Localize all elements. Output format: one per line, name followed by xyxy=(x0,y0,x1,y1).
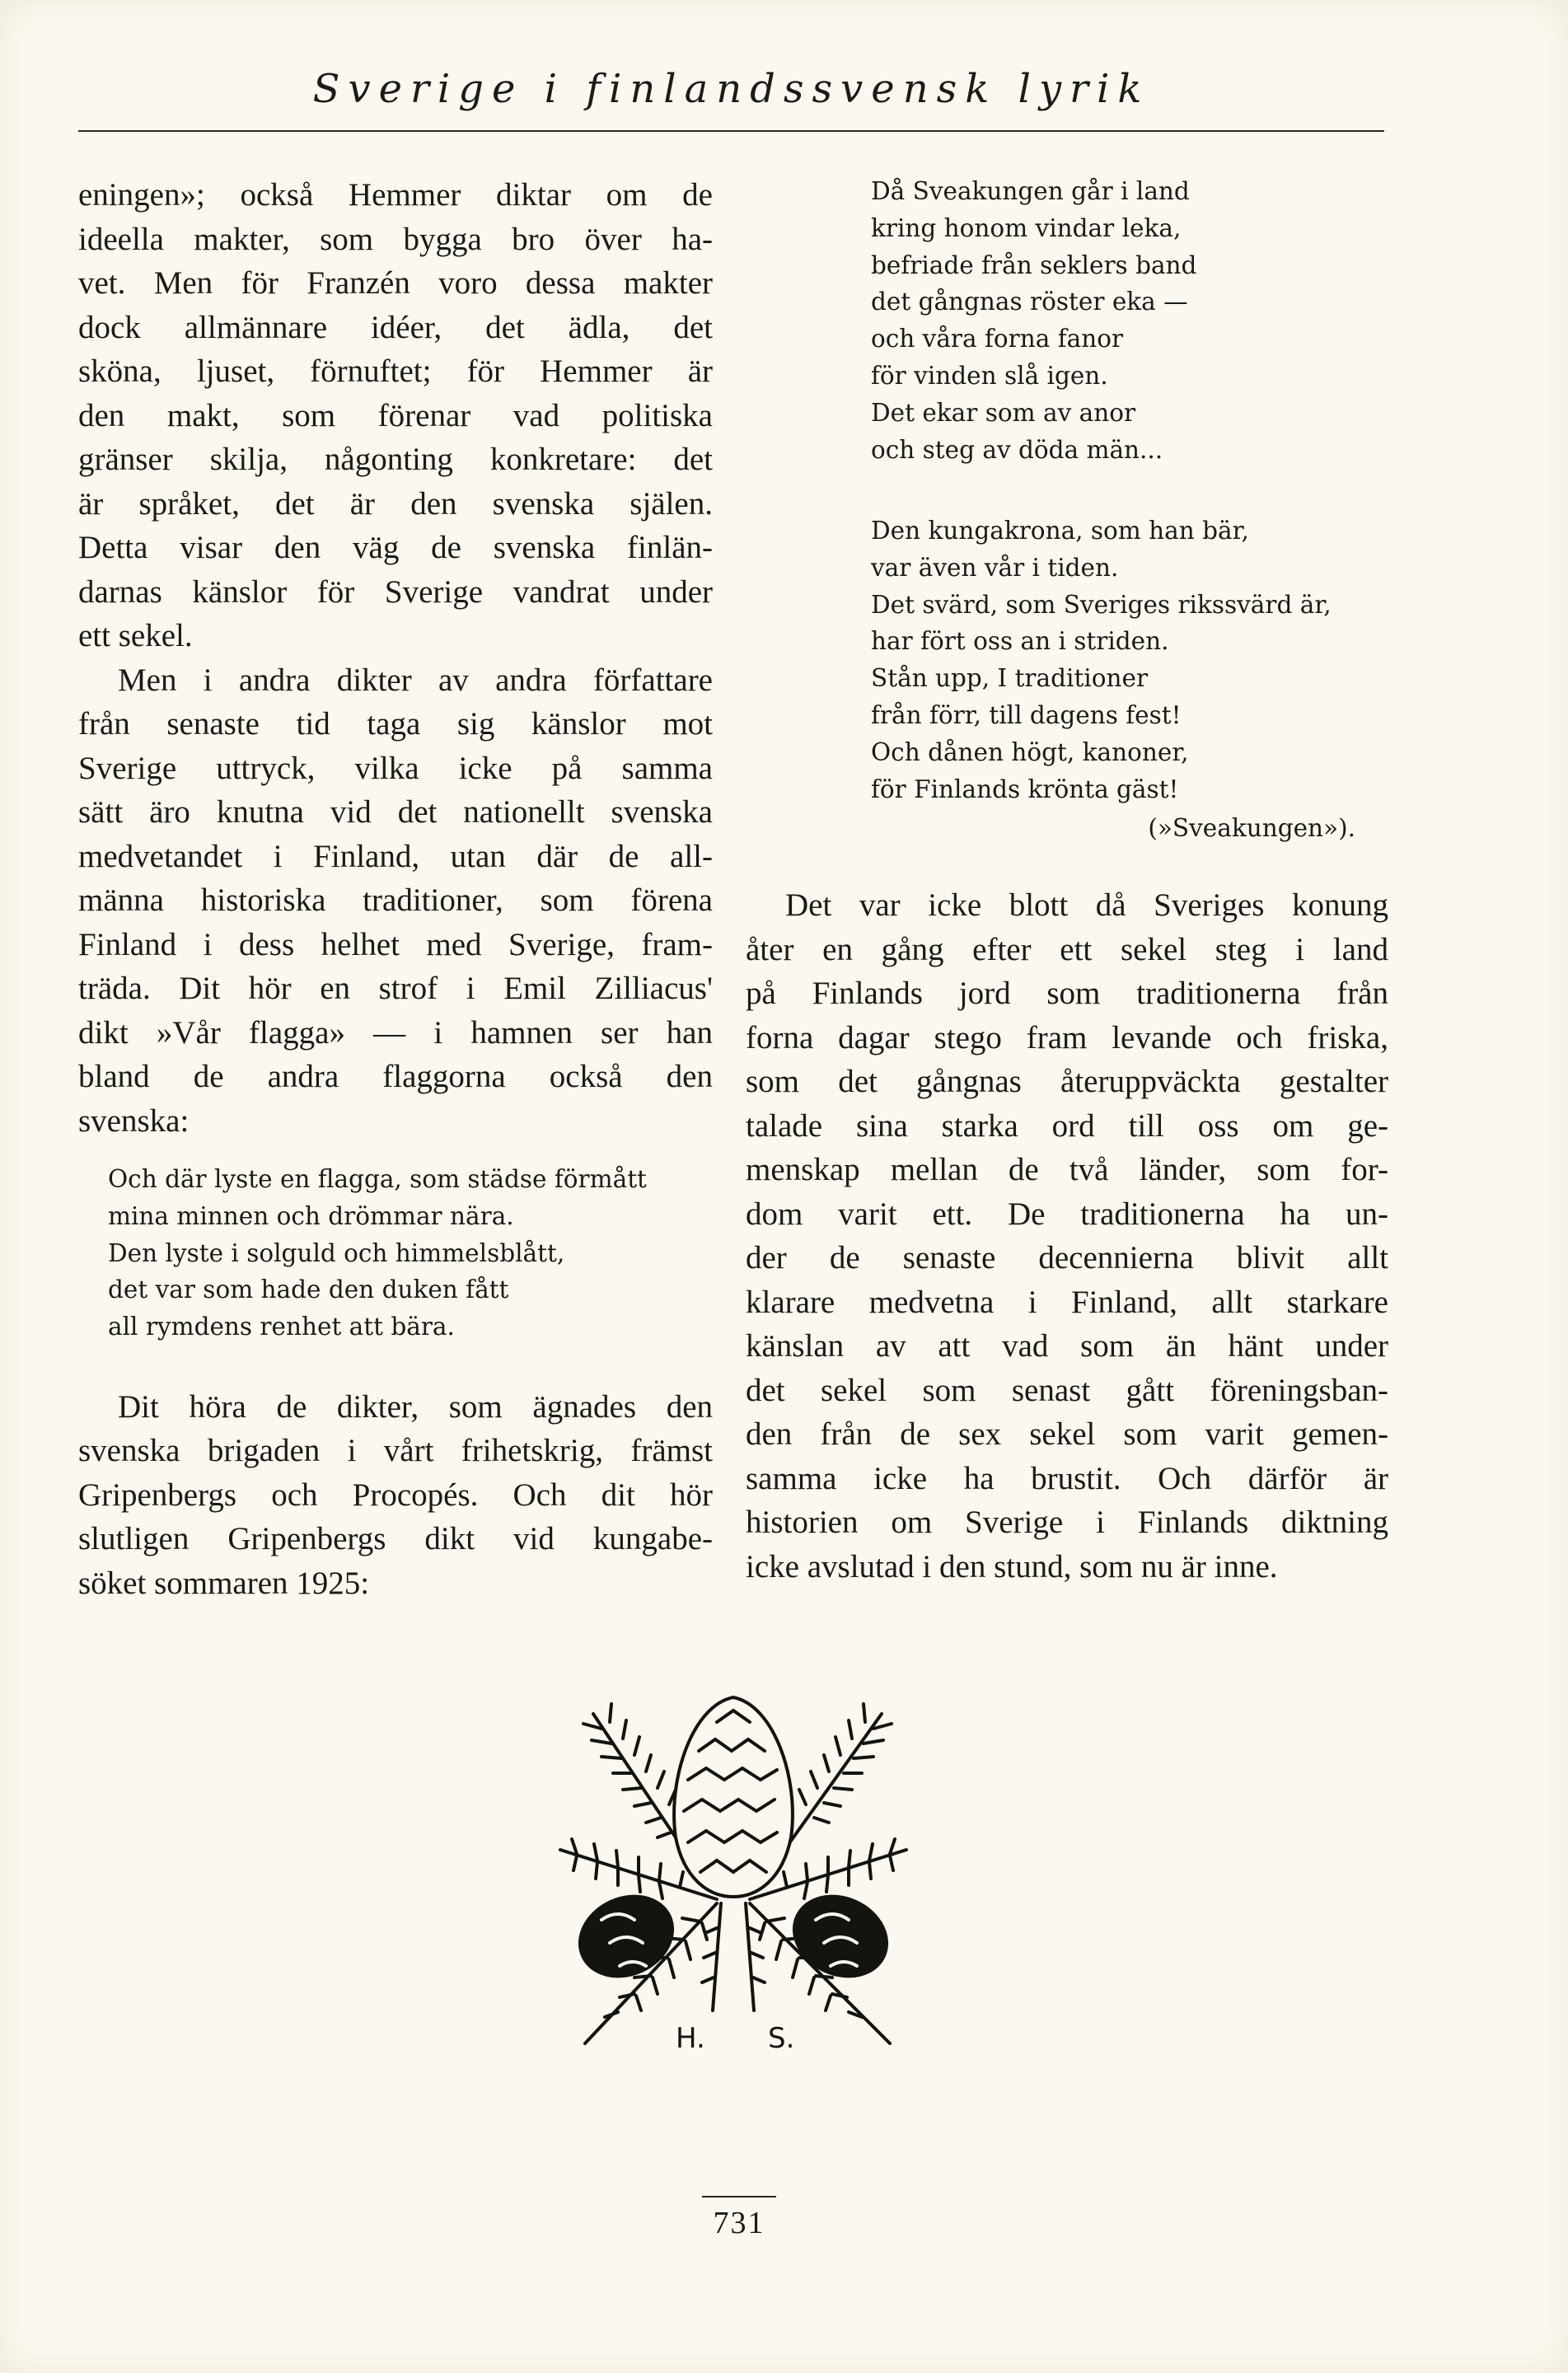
verse-line: kring honom vindar leka, xyxy=(871,213,1182,242)
monogram-left: H. xyxy=(676,2022,705,2055)
text-line: historien om Sverige i Finlands diktning xyxy=(746,1505,1388,1540)
zilliacus-verse xyxy=(78,1161,713,1346)
text-line: dom varit ett. De traditionerna ha un- xyxy=(746,1196,1388,1232)
verse-line: Och dånen högt, kanoner, xyxy=(871,737,1189,766)
text-line: klarare medvetna i Finland, allt starkare xyxy=(746,1284,1388,1320)
verse-line: för vinden slå igen. xyxy=(871,361,1108,390)
footer-rule xyxy=(702,2196,776,2197)
verse-line: har fört oss an i striden. xyxy=(871,627,1169,656)
text-line: slutligen Gripenbergs dikt vid kungabe- xyxy=(78,1521,713,1557)
text-line: Dit höra de dikter, som ägnades den xyxy=(118,1388,713,1425)
verse-line: Då Sveakungen går i land xyxy=(871,177,1190,205)
text-line: svenska brigaden i vårt frihetskrig, främst xyxy=(78,1433,713,1469)
verse-line: befriade från seklers band xyxy=(871,250,1197,279)
header-rule xyxy=(78,130,1384,132)
text-line: åter en gång efter ett sekel steg i land xyxy=(746,931,1388,967)
verse-line: Den kungakrona, som han bär, xyxy=(871,517,1249,545)
verse-line: och våra forna fanor xyxy=(871,325,1124,353)
verse-line: all rymdens renhet att bära. xyxy=(108,1313,455,1341)
text-line: den från de sex sekel som varit gemen- xyxy=(746,1416,1388,1452)
text-line: Men i andra dikter av andra författare xyxy=(118,662,713,698)
verse-line: Den lyste i solguld och himmelsblått, xyxy=(108,1238,565,1267)
left-column xyxy=(78,173,713,1605)
left-paragraph-1 xyxy=(78,173,713,658)
text-line: bland de andra flaggorna också den xyxy=(78,1059,713,1094)
text-line: medvetandet i Finland, utan där de all- xyxy=(78,838,713,874)
text-line: Det var icke blott då Sveriges konung xyxy=(785,887,1388,923)
left-paragraph-2 xyxy=(78,658,713,1144)
text-line: Detta visar den väg de svenska finlän- xyxy=(78,530,713,565)
verse-line: Det svärd, som Sveriges rikssvärd är, xyxy=(871,590,1332,619)
text-line: är språket, det är den svenska själen. xyxy=(78,485,713,522)
monogram-right: S. xyxy=(768,2022,795,2055)
left-paragraph-3 xyxy=(78,1385,713,1606)
text-line: menskap mellan de två länder, som for- xyxy=(746,1152,1388,1187)
verse-source: (»Sveakungen»). xyxy=(1148,814,1355,842)
text-line: från senaste tid taga sig känslor mot xyxy=(78,706,713,742)
text-line: söket sommaren 1925: xyxy=(78,1565,370,1601)
text-line: träda. Dit hör en strof i Emil Zilliacus' xyxy=(78,971,713,1006)
verse-line: det var som hade den duken fått xyxy=(108,1275,509,1304)
verse-line: var även vår i tiden. xyxy=(871,553,1119,582)
text-line: som det gångnas återuppväckta gestalter xyxy=(746,1064,1388,1099)
text-line: samma icke ha brustit. Och därför är xyxy=(746,1460,1388,1496)
text-line: eningen»; också Hemmer diktar om de xyxy=(78,177,713,213)
text-line: vet. Men för Franzén voro dessa makter xyxy=(78,265,713,301)
verse-line: för Finlands krönta gäst! xyxy=(871,775,1179,803)
text-line: darnas känslor för Sverige vandrat under xyxy=(78,573,713,610)
verse-line: Och där lyste en flagga, som städse förmått xyxy=(108,1165,647,1193)
text-line: ett sekel. xyxy=(78,618,193,653)
text-line: der de senaste decennierna blivit allt xyxy=(746,1240,1388,1275)
text-line: forna dagar stego fram levande och friska, xyxy=(746,1019,1388,1055)
text-line: dock allmännare idéer, det ädla, det xyxy=(78,309,713,345)
sveakungen-stanza-2 xyxy=(746,513,1514,807)
text-line: icke avslutad i den stund, som nu är inne. xyxy=(746,1548,1278,1584)
page-number: 731 xyxy=(713,2206,765,2240)
text-line: på Finlands jord som traditionerna från xyxy=(746,976,1388,1011)
verse-line: från förr, till dagens fest! xyxy=(871,700,1182,729)
verse-line: mina minnen och drömmar nära. xyxy=(108,1201,514,1230)
text-line: känslan av att vad som än hänt under xyxy=(746,1328,1388,1364)
right-paragraph xyxy=(746,883,1388,1589)
verse-line: och steg av döda män... xyxy=(871,435,1163,464)
text-line: talade sina starka ord till oss om ge- xyxy=(746,1107,1388,1144)
verse-line: Det ekar som av anor xyxy=(871,398,1136,427)
text-line: männa historiska traditioner, som förena xyxy=(78,882,713,918)
text-line: gränser skilja, någonting konkretare: det xyxy=(78,442,713,477)
sveakungen-stanza-1 xyxy=(746,173,1514,468)
text-line: den makt, som förenar vad politiska xyxy=(78,397,713,433)
text-line: dikt »Vår flagga» — i hamnen ser han xyxy=(78,1014,713,1051)
text-line: Gripenbergs och Procopés. Och dit hör xyxy=(78,1477,713,1513)
running-title: Sverige i finlandssvensk lyrik xyxy=(312,66,1150,112)
text-line: sätt äro knutna vid det nationellt svenska xyxy=(78,794,713,830)
text-line: ideella makter, som bygga bro över ha- xyxy=(78,221,713,257)
pinecone-ornament xyxy=(552,1681,915,2060)
text-line: det sekel som senast gått föreningsban- xyxy=(746,1372,1388,1408)
text-line: Finland i dess helhet med Sverige, fram- xyxy=(78,926,713,962)
text-line: sköna, ljuset, förnuftet; för Hemmer är xyxy=(78,353,713,389)
verse-line: det gångnas röster eka — xyxy=(871,288,1188,316)
verse-line: Stån upp, I traditioner xyxy=(871,664,1149,693)
text-line: svenska: xyxy=(78,1102,190,1139)
text-line: Sverige uttryck, vilka icke på samma xyxy=(78,750,713,786)
